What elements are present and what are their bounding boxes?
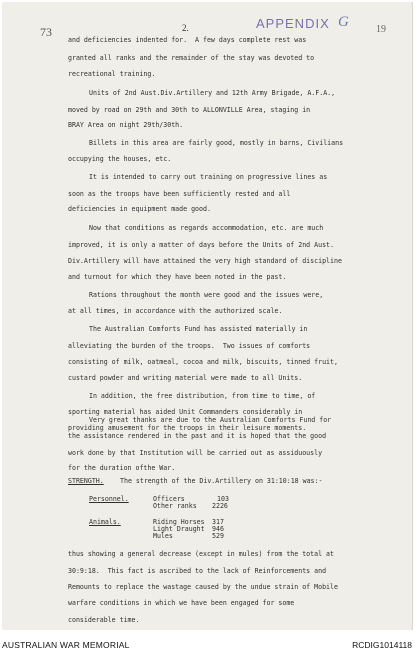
personnel-row-value: 2226 [212,502,228,510]
body-line: In addition, the free distribution, from time to time, of [89,392,316,400]
body-line: and deficiencies indented for. A few days complete rest was [68,36,307,44]
body-line: alleviating the burden of the troops. Two issues of comforts [68,342,311,350]
closing-line: Remounts to replace the wastage caused by the undue strain of Mobile [68,583,338,591]
page-number-center: 2. [182,23,189,33]
animals-row-value: 317 [212,518,224,526]
body-line: sporting material has aided Unit Commanders considerably in [68,408,303,416]
footer-source: AUSTRALIAN WAR MEMORIAL [2,640,130,650]
body-line: at all times, in accordance with the authorized scale. [68,307,283,315]
closing-line: thus showing a general decrease (except in mules) from the total at [68,550,334,558]
body-line: BRAY Area on night 29th/30th. [68,121,184,129]
personnel-row-label: Other ranks [153,502,197,510]
animals-row-value: 529 [212,532,224,540]
animals-row-label: Light Draught [153,525,205,533]
body-line: granted all ranks and the remainder of the stay was devoted to [68,54,315,62]
strength-intro: The strength of the Div.Artillery on 31:10:18 was:- [120,477,323,485]
body-line: providing amusement for the troops in their leisure moments. [68,424,307,432]
personnel-row-value: 103 [217,495,229,503]
archive-footer [0,637,415,654]
body-line: Rations throughout the month were good and the issues were, [89,291,324,299]
personnel-row-label: Officers [153,495,185,503]
body-line: Div.Artillery will have attained the very high standard of discipline [68,257,342,265]
body-line: and turnout for which they have been noted in the past. [68,273,287,281]
strength-heading: STRENGTH. [68,477,104,485]
body-line: for the duration ofthe War. [68,464,176,472]
body-line: the assistance rendered in the past and it is hoped that the good [68,432,327,440]
body-line: deficiencies in equipment made good. [68,205,211,213]
body-line: Very great thanks are due to the Australian Comforts Fund for [89,416,332,424]
closing-line: 30:9:18. This fact is ascribed to the lack of Reinforcements and [68,567,327,575]
page-number-left: 73 [40,25,52,39]
body-line: moved by road on 29th and 30th to ALLONVILLE Area, staging in [68,106,311,114]
body-line: soon as the troops have been sufficiently rested and all [68,190,291,198]
animals-label: Animals. [89,518,121,526]
corner-number: 19 [376,24,386,35]
body-line: Units of 2nd Aust.Div.Artillery and 12th Army Brigade, A.F.A., [89,89,336,97]
animals-row-value: 946 [212,525,224,533]
personnel-label: Personnel. [89,495,129,503]
body-line: improved, it is only a matter of days before the Units of 2nd Aust. [68,241,334,249]
appendix-letter: G [338,14,349,30]
body-line: The Australian Comforts Fund has assisted materially in [89,325,308,333]
body-line: custard powder and writing material were made to all Units. [68,374,303,382]
appendix-stamp: APPENDIX [256,16,330,31]
body-line: It is intended to carry out training on progressive lines as [89,173,328,181]
closing-line: considerable time. [68,616,140,624]
body-line: Billets in this area are fairly good, mostly in barns, Civilians [89,139,344,147]
body-line: occupying the houses, etc. [68,155,172,163]
animals-row-label: Mules [153,532,173,540]
document-page [2,2,413,630]
body-line: consisting of milk, oatmeal, cocoa and milk, biscuits, tinned fruit, [68,358,338,366]
animals-row-label: Riding Horses [153,518,205,526]
footer-record-id: RCDIG1014118 [352,640,412,650]
body-line: work done by that Institution will be carried out as assiduously [68,449,323,457]
body-line: recreational training. [68,70,156,78]
closing-line: warfare conditions in which we have been engaged for some [68,599,295,607]
body-line: Now that conditions as regards accommodation, etc. are much [89,224,324,232]
